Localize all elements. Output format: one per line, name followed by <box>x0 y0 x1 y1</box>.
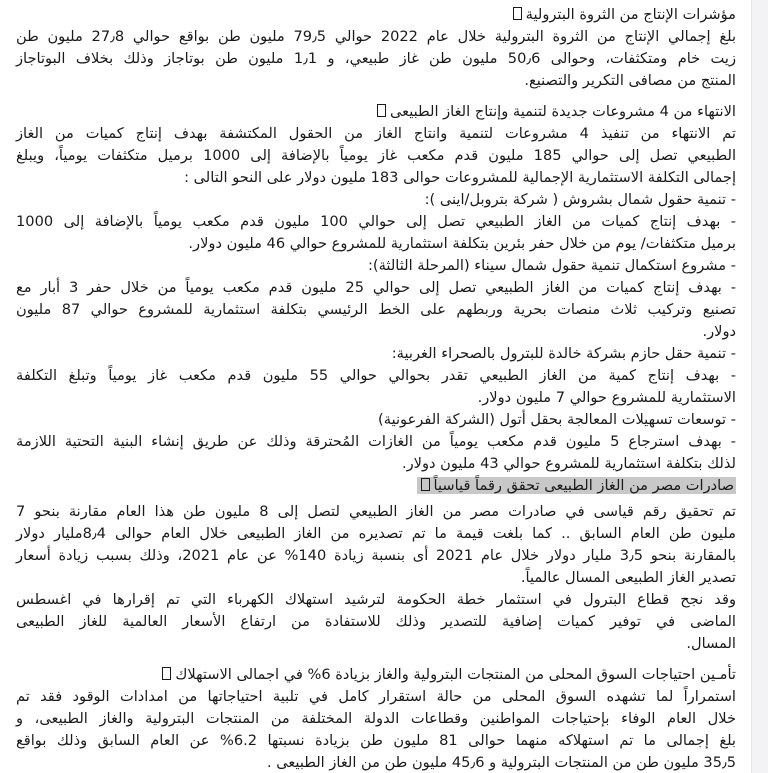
text-line: الماضى في توفير كميات إضافية للتصدير وذلك للاستفادة من ارتفاع الأسعار العالمية للغاز الطبيعى <box>16 613 736 630</box>
heading-text: مؤشرات الإنتاج من الثروة البترولية <box>525 6 736 23</box>
missing-glyph-icon <box>377 104 386 117</box>
list-item: - بهدف إنتاج كميات من الغاز الطبيعي تصل إلى حوالي 25 مليون قدم مكعب يومياً من خلال حفر 3 أبار مع <box>16 279 736 296</box>
section-heading-gas-projects <box>16 101 736 123</box>
heading-text: الانتهاء من 4 مشروعات جديدة لتنمية وإنتاج الغاز الطبيعى <box>390 103 736 120</box>
text-line: لذلك بتكلفة استثمارية للمشروع حوالي 43 مليون دولار. <box>401 455 736 472</box>
list-item: - مشروع استكمال تنمية حقول شمال سيناء (المرحلة الثالثة): <box>368 257 736 274</box>
text-line: بالمقارنة بنحو 3٫5 مليار دولار خلال عام 2021 أى بنسبة زيادة 140% عن عام 2021، وذلك بسبب زيادة أسعار <box>16 547 737 564</box>
text-line: الطبيعي تصل إلى حوالي 185 مليون قدم مكعب غاز يومياً بالإضافة إلى 1000 برميل متكثفات يومياً، ويبلغ <box>16 147 736 164</box>
text-line: الاستثمارية للمشروع حوالي 7 مليون دولار. <box>477 389 736 406</box>
highlighted-heading <box>417 477 736 494</box>
list-item: - بهدف إنتاج كمية من الغاز الطبيعي تقدر بحوالي حوالي 55 مليون قدم مكعب غاز يومياً وتبلغ التكلفة <box>16 367 736 384</box>
text-line: تم تحقيق رقم قياسى في صادرات مصر من الغاز الطبيعي لتصل إلى 8 مليون طن هذا العام مقارنة بنحو 7 <box>16 503 736 520</box>
heading-text: تأمـين احتياجات السوق المحلى من المنتجات البترولية والغاز بزيادة 6% في اجمالى الاستهلاك <box>175 666 736 683</box>
text-line: دولار. <box>702 323 736 340</box>
heading-text: صادرات مصر من الغاز الطبيعى تحقق رقماً قياسياً <box>433 477 734 494</box>
text-line: خلال العام الوفاء بإحتياجات المواطنين وقطاعات الدولة المختلفة من المنتجات البترولية والغاز الطبيعى، و <box>16 710 736 727</box>
vertical-scrollbar[interactable] <box>751 0 768 773</box>
text-line: بلغ إجمالى ما تم استهلاكه منهما حوالى 81 مليون طن بزيادة نسبتها 6.2% عن العام السابق وذلك بواقع <box>16 732 736 749</box>
paragraph-local-market <box>16 686 736 773</box>
text-line: المنتج من مصافى التكرير والتصنيع. <box>524 72 736 89</box>
text-line: وقد نجح قطاع البترول في استثمار خطة الحكومة لترشيد استهلاك الكهرباء التي تم إقرارها في اغسطس <box>16 591 736 608</box>
text-line: إجمالى التكلفة الاستثمارية الإجمالية للمشروعات حوالى 183 مليون دولار على النحو التالى : <box>184 169 736 186</box>
text-line: برميل متكثفات/ يوم من خلال حفر بئرين بتكلفة استثمارية للمشروع حوالي 46 مليون دولار. <box>188 235 736 252</box>
missing-glyph-icon <box>513 7 522 20</box>
text-line: تم الانتهاء من تنفيذ 4 مشروعات لتنمية وانتاج الغاز من الحقول المكتشفة بهدف إنتاج كميات من الغاز <box>16 125 736 142</box>
text-line: بلغ إجمالي الإنتاج من الثروة البترولية خلال عام 2022 حوالي 79٫5 مليون طن بواقع حوالي 27٫8 مليون طن <box>16 28 737 45</box>
text-line: 35٫5 مليون طن من المنتجات البترولية و 45٫6 مليون طن من الغاز الطبيعى . <box>266 754 736 771</box>
list-item: - تنمية حقول شمال بشروش ( شركة بتروبل/اينى ): <box>424 191 736 208</box>
text-line: تصدير الغاز الطبيعى المسال عالمياً. <box>520 569 736 586</box>
text-line: تصنيع وتركيب ثلاث منصات بحرية وربطهم على الخط الرئيسي بتكلفة استثمارية للمشروع حوالي 87 مليون <box>16 301 736 318</box>
text-line: المسال. <box>686 635 736 652</box>
list-item: - بهدف إنتاج كميات من الغاز الطبيعي تصل إلى حوالي 100 مليون قدم مكعب يومياً بالإضافة إلى 1000 <box>16 213 736 230</box>
list-item: - بهدف استرجاع 5 مليون قدم مكعب يومياً من الغازات المُحترقة وذلك عن طريق إنشاء البنية التحتية اللازمة <box>16 433 736 450</box>
section-heading-local-market <box>16 664 736 686</box>
missing-glyph-icon <box>421 478 430 491</box>
paragraph-gas-projects <box>16 123 736 475</box>
text-line: استمراراً لما تشهده السوق المحلى من حالة استقرار كامل في تلبية احتياجاتها من امدادات الوقود فقد تم <box>16 688 736 705</box>
list-item: - تنمية حقل حازم بشركة خالدة للبترول بالصحراء الغربية: <box>391 345 736 362</box>
paragraph-production <box>16 26 736 92</box>
section-heading-gas-exports <box>16 475 736 497</box>
text-line: زيت خام ومتكثفات، وحوالى 50٫6 مليون طن غاز طبيعي، و 1٫1 مليون طن بوتاجاز وذلك بخلاف البوتاجاز <box>16 50 736 67</box>
paragraph-gas-exports <box>16 501 736 655</box>
section-heading-production-indicators <box>16 4 736 26</box>
list-item: - توسعات تسهيلات المعالجة بحقل أتول (الشركة الفرعونية) <box>378 411 736 428</box>
missing-glyph-icon <box>162 667 171 680</box>
text-line: مليون طن العام السابق .. كما بلغت قيمة ما تم تصديره من الغاز الطبيعى خلال العام حوالى 8٫4مليار دولار <box>16 525 736 542</box>
